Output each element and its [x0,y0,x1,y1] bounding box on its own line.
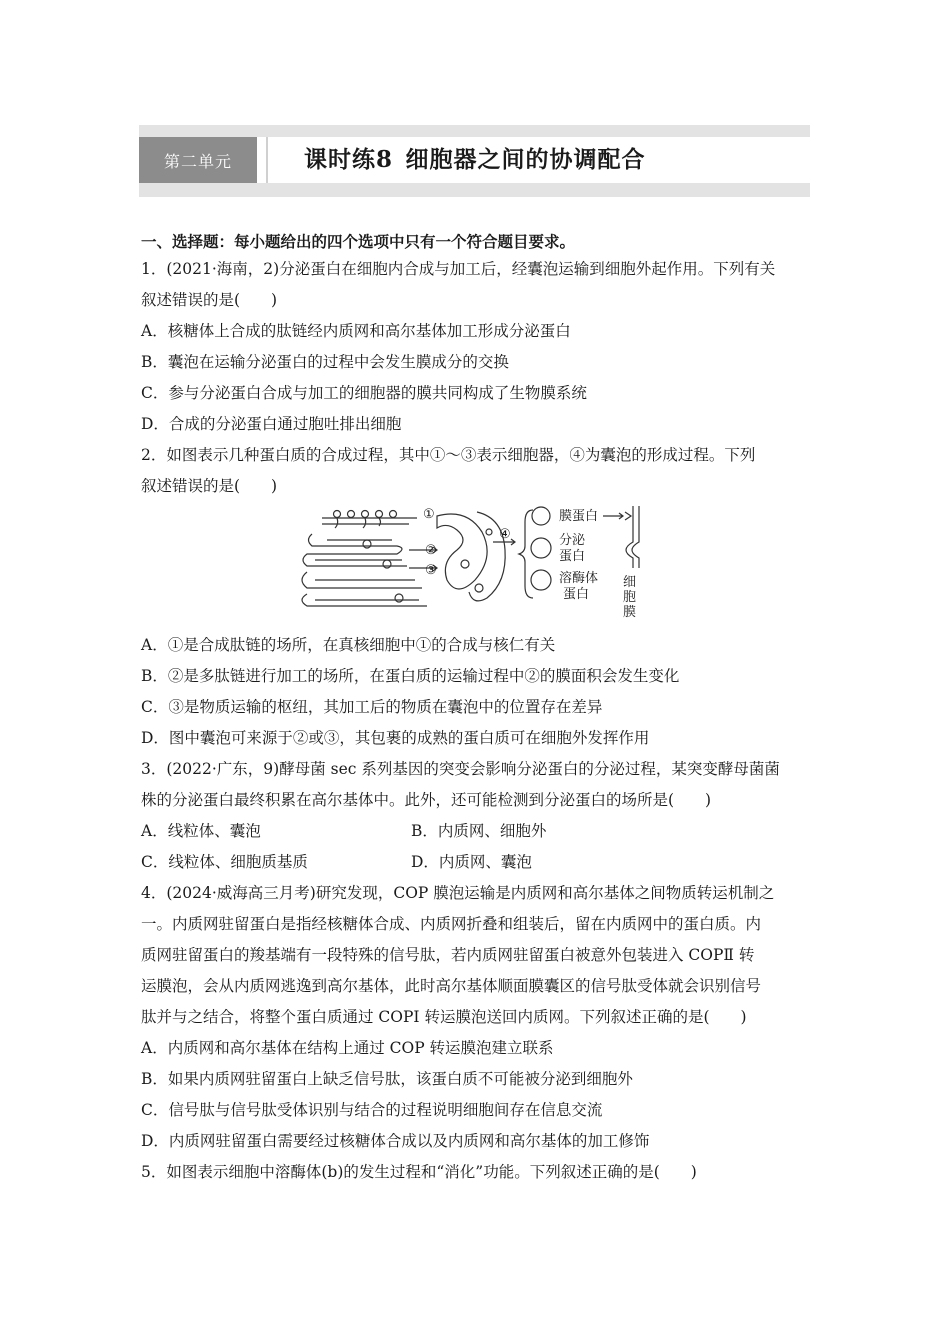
question-stem-line: 1．(2021·海南，2)分泌蛋白在细胞内合成与加工后，经囊泡运输到细胞外起作用。下列有关 [141,260,776,278]
question-stem-line: 5．如图表示细胞中溶酶体(b)的发生过程和“消化”功能。下列叙述正确的是( ) [141,1163,697,1181]
option-c: C．参与分泌蛋白合成与加工的细胞器的膜共同构成了生物膜系统 [141,384,587,402]
section-title: 一、选择题：每小题给出的四个选项中只有一个符合题目要求。 [141,232,576,251]
question-stem-line: 一。内质网驻留蛋白是指经核糖体合成、内质网折叠和组装后，留在内质网中的蛋白质。内 [141,915,762,933]
question-stem-line: 株的分泌蛋白最终积累在高尔基体中。此外，还可能检测到分泌蛋白的场所是( ) [141,791,712,809]
question-4 [141,878,811,1157]
option-a: A．线粒体、囊泡 [141,822,261,840]
label-lysosome-protein-line-1: 溶酶体 [559,570,599,585]
option-c: C．线粒体、细胞质基质 [141,853,308,871]
er-membrane [302,518,427,606]
option-b: B．如果内质网驻留蛋白上缺乏信号肽，该蛋白质不可能被分泌到细胞外 [141,1070,633,1088]
options-row [141,816,811,847]
vesicle-brace [519,510,533,598]
page-header [139,125,810,197]
membrane-protein-vesicle [532,507,550,525]
option-a: A．核糖体上合成的肽链经内质网和高尔基体加工形成分泌蛋白 [141,322,571,340]
label-cell-membrane-3: 膜 [623,604,637,619]
arrow-membrane [603,513,623,519]
option-c: C．信号肽与信号肽受体识别与结合的过程说明细胞间存在信息交流 [141,1101,603,1119]
protein-synthesis-figure [141,502,811,630]
option-c: C．③是物质运输的枢纽，其加工后的物质在囊泡中的位置存在差异 [141,698,603,716]
label-membrane-protein: 膜蛋白 [559,508,599,523]
question-stem-line: 2．如图表示几种蛋白质的合成过程，其中①～③表示细胞器，④为囊泡的形成过程。下列 [141,446,756,464]
label-cell-membrane-1: 细 [623,574,637,589]
protein-synthesis-diagram [297,502,647,622]
options-row [141,847,811,878]
header-divider [266,137,268,183]
label-2: ② [425,542,437,557]
question-stem-line: 肽并与之结合，将整个蛋白质通过 COPⅠ 转运膜泡送回内质网。下列叙述正确的是( ) [141,1008,747,1026]
question-5 [141,1157,811,1188]
ribosome-cluster [334,511,397,529]
er-membrane-inner [315,540,419,600]
unit-label: 第二单元 [139,137,257,183]
label-3: ③ [425,562,437,577]
label-4: ④ [499,526,511,541]
option-a: A．①是合成肽链的场所，在真核细胞中①的合成与核仁有关 [141,636,556,654]
lesson-title [304,137,646,183]
label-1: ① [423,506,435,521]
question-stem-line: 运膜泡，会从内质网逃逸到高尔基体，此时高尔基体顺面膜囊区的信号肽受体就会识别信号 [141,977,762,995]
question-stem-line: 3．(2022·广东，9)酵母菌 sec 系列基因的突变会影响分泌蛋白的分泌过程，某突变酵母菌菌 [141,760,780,778]
option-d: D．内质网、囊泡 [411,853,532,871]
option-b: B．内质网、细胞外 [411,822,547,840]
option-b: B．囊泡在运输分泌蛋白的过程中会发生膜成分的交换 [141,353,509,371]
lesson-topic: 细胞器之间的协调配合 [405,146,646,173]
header-top-bar [139,125,810,137]
option-b: B．②是多肽链进行加工的场所，在蛋白质的运输过程中②的膜面积会发生变化 [141,667,680,685]
label-cell-membrane-2: 胞 [623,589,637,604]
label-secretory-protein-line-2: 蛋白 [559,548,586,563]
question-stem-line: 叙述错误的是( ) [141,291,278,309]
header-bottom-bar [139,183,810,197]
secretory-vesicle [531,538,551,558]
cell-membrane-line [626,506,639,568]
golgi-stack [437,514,487,589]
question-1 [141,254,811,440]
question-stem-line: 叙述错误的是( ) [141,477,278,495]
option-d: D．内质网驻留蛋白需要经过核糖体合成以及内质网和高尔基体的加工修饰 [141,1132,650,1150]
label-lysosome-protein-line-2: 蛋白 [563,586,590,601]
question-stem-line: 4．(2024·威海高三月考)研究发现，COP 膜泡运输是内质网和高尔基体之间物质转运机制之 [141,884,775,902]
option-a: A．内质网和高尔基体在结构上通过 COP 转运膜泡建立联系 [141,1039,554,1057]
lysosome-vesicle [531,570,551,590]
question-stem-line: 质网驻留蛋白的羧基端有一段特殊的信号肽，若内质网驻留蛋白被意外包装进入 COPⅡ 转 [141,946,755,964]
lesson-number: 课时练8 [304,146,394,173]
option-d: D．合成的分泌蛋白通过胞吐排出细胞 [141,415,402,433]
question-3 [141,754,811,878]
question-2 [141,440,811,754]
label-secretory-protein-line-1: 分泌 [559,532,586,547]
option-d: D．图中囊泡可来源于②或③，其包裹的成熟的蛋白质可在细胞外发挥作用 [141,729,650,747]
cell-membrane-protein [625,512,631,520]
worksheet-content [141,229,811,1188]
